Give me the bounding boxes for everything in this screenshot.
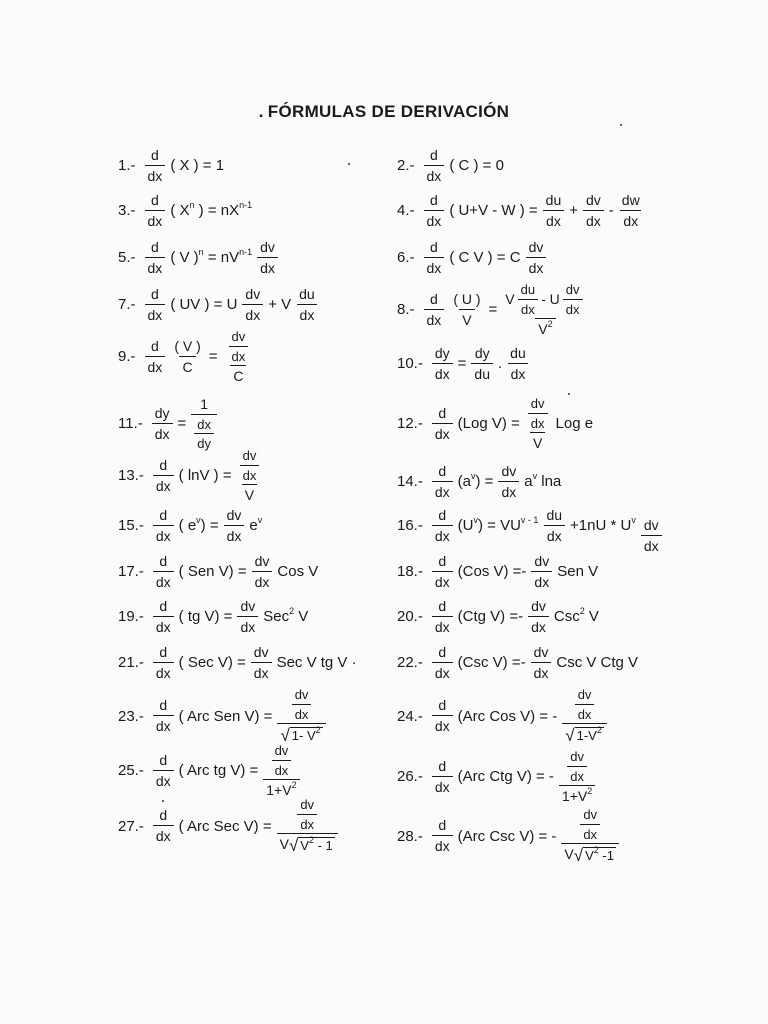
formula-15: 15.- d dx ( $e^v$) = $\frac{dv}{dx}$ $e^v$	[118, 507, 263, 544]
formula-5: 5.- d dx ( V )$^n = nV^{n-1}$ dv dx	[118, 240, 281, 275]
formula-8: 8.- d dx $\frac{( U )}{V}$ = V du dx - U dv dx $V^2$	[397, 283, 592, 337]
sqrt-symbol: √ $1-V^2$	[565, 725, 602, 746]
derivative-operator: d dx	[153, 508, 174, 543]
formula-2: 2.- d dx ( C ) = 0	[397, 147, 504, 184]
derivative-operator: d dx	[432, 698, 453, 733]
page-title: . FÓRMULAS DE DERIVACIÓN	[258, 102, 510, 121]
formula-28: 28.- d dx (Arc Csc V) = - $\frac{dv}{dx}$ V √ $V^2$ -1	[397, 808, 622, 864]
derivative-operator: d dx	[432, 759, 453, 794]
formula-23: 23.- d dx ( Arc Sen V) = $\frac{dv}{dx}$ √ 1- $V^2$	[118, 688, 329, 744]
scan-speck	[620, 124, 622, 126]
formula-11: 11.- $\frac{dy}{dx}$ = 1 $\frac{dx}{dy}$	[118, 397, 220, 451]
derivative-operator: d dx	[145, 240, 166, 275]
formula-4: 4.- d dx ( U+V - W ) = $\frac{du}{dx}$ + $\frac{dv}{dx}$ - dw dx	[397, 192, 640, 229]
formula-21: 21.- d dx ( Sec V) = $\frac{dv}{dx}$ Sec V tg V ·	[118, 644, 357, 681]
derivative-operator: d dx	[424, 193, 445, 228]
formula-17: 17.- d dx ( Sen V) = $\frac{dv}{dx}$ Cos V	[118, 553, 319, 590]
derivative-operator: d dx	[153, 599, 174, 634]
derivative-operator: d dx	[432, 554, 453, 589]
formula-9: 9.- d dx $\frac{( V )}{C}$ = $\frac{dv}{dx}$ C	[118, 330, 257, 384]
formula-3: 3.- d dx ( $X^n$ ) = $nX^{n-1}$	[118, 192, 253, 229]
derivative-operator: d dx	[424, 240, 445, 275]
derivative-operator: d dx	[432, 406, 453, 441]
formula-12: 12.- d dx (Log V) = $\frac{dv}{dx}$ V Log e	[397, 396, 594, 452]
sqrt-symbol: √ 1- $V^2$	[280, 725, 321, 746]
scan-speck	[348, 163, 350, 165]
formula-10: 10.- $\frac{dy}{dx}$ = $\frac{dy}{du}$ . du dx	[397, 346, 532, 381]
formula-24: 24.- d dx (Arc Cos V) = - $\frac{dv}{dx}$ √ $1-V^2$	[397, 688, 610, 744]
derivative-operator: d dx	[153, 808, 174, 843]
formula-25: 25.- d dx ( Arc tg V) = $\frac{dv}{dx}$ $1+V^2$	[118, 744, 303, 798]
scan-speck	[568, 393, 570, 395]
formula-19: 19.- d dx ( tg V) = $\frac{dv}{dx}$ Sec$^2$ V	[118, 598, 309, 635]
formula-1: 1.- d dx ( X ) = 1	[118, 147, 225, 184]
derivative-operator: d dx	[432, 464, 453, 499]
derivative-operator: d dx	[153, 753, 174, 788]
derivative-operator: d dx	[153, 458, 174, 493]
derivative-operator: d dx	[153, 554, 174, 589]
scan-speck	[162, 800, 164, 802]
formula-13: 13.- d dx ( lnV ) = $\frac{dv}{dx}$ V	[118, 449, 265, 503]
derivative-operator: d dx	[424, 148, 445, 183]
derivative-operator: d dx	[432, 818, 453, 853]
sqrt-symbol: V √ $V^2 - 1$	[279, 835, 333, 856]
derivative-operator: d dx	[145, 287, 166, 322]
derivative-operator: d dx	[153, 698, 174, 733]
formula-7: 7.- d dx ( UV ) = U dv dx + V du dx	[118, 287, 321, 322]
formula-22: 22.- d dx (Csc V) =- dv dx Csc V Ctg V	[397, 644, 639, 681]
formula-26: 26.- d dx (Arc Ctg V) = - $\frac{dv}{dx}$ $1+V^2$	[397, 750, 598, 804]
formula-27: 27.- d dx ( Arc Sec V) = $\frac{dv}{dx}$ V √ $V^2 - 1$	[118, 798, 341, 854]
derivative-operator: d dx	[432, 508, 453, 543]
formula-18: 18.- d dx (Cos V) =- dv dx Sen V	[397, 553, 599, 590]
derivative-operator: d dx	[153, 645, 174, 680]
derivative-operator: d dx	[432, 645, 453, 680]
sqrt-symbol: V √ $V^2$ -1	[564, 845, 614, 866]
formula-20: 20.- d dx (Ctg V) =- dv dx Csc$^2$ V	[397, 598, 599, 635]
derivative-operator: d dx	[424, 292, 445, 327]
formula-6: 6.- d dx ( C V ) = C dv dx	[397, 240, 549, 275]
formula-16: 16.- d dx $(U^v) = VU^{v - 1}$ du dx $+1nU * U^v$ dv dx	[397, 508, 665, 543]
derivative-operator: d dx	[145, 193, 166, 228]
derivative-operator: d dx	[432, 599, 453, 634]
formula-14: 14.- d dx $(a^v)$ = $\frac{dv}{dx}$ $a^v$ lna	[397, 463, 562, 500]
derivative-operator: d dx	[145, 148, 166, 183]
derivative-operator: d dx	[145, 339, 166, 374]
